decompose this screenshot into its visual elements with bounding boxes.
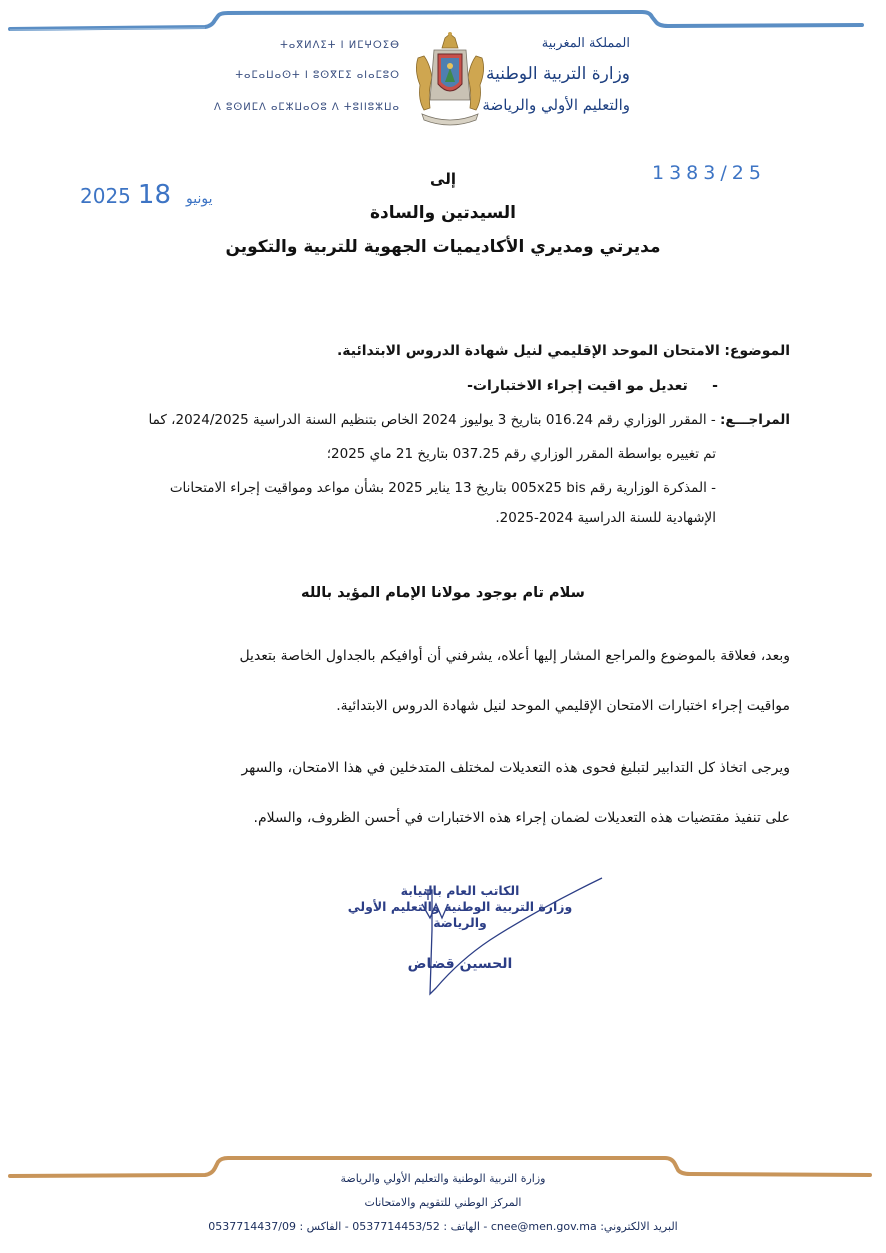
subject-sub-item: - تعديل مو اقيت إجراء الاختبارات- [467,378,718,394]
date-day: 18 [137,180,171,210]
header-kingdom: المملكة المغربية [541,36,630,51]
reference-item-1 [149,412,791,428]
handwritten-signature-icon [380,870,620,1000]
subject [337,343,790,359]
greeting: سلام تام بوجود مولانا الإمام المؤيد بالله [301,585,585,601]
subject-text: الامتحان الموحد الإقليمي لنيل شهادة الدروس الابتدائية. [336,343,720,359]
body-paragraph-2-line1: ويرجى اتخاذ كل التدابير لتبليغ فحوى هذه التعديلات لمختلف المتدخلين في هذا الامتحان، والسهر [241,760,790,776]
addressee-line1: السيدتين والسادة [369,203,517,223]
reference-item-1-line1: - المقرر الوزاري رقم 016.24 بتاريخ 3 يوليوز 2024 الخاص بتنظيم السنة الدراسية 2024/2025، كما [148,412,716,428]
body-paragraph-1-line2: مواقيت إجراء اختبارات الامتحان الإقليمي الموحد لنيل شهادة الدروس الابتدائية. [336,698,790,714]
body-paragraph-2-line2: على تنفيذ مقتضيات هذه التعديلات لضمان إجراء هذه الاختبارات في أحسن الظروف، والسلام. [253,810,790,826]
header-ministry-sub: والتعليم الأولي والرياضة [482,96,630,114]
subject-label: الموضوع: [724,343,790,359]
coat-of-arms-icon [412,30,488,130]
footer-center: المركز الوطني للتقويم والامتحانات [364,1196,522,1209]
header-tifinagh-ministry-sub: ⴷ ⵓⵙⵍⵎⴷ ⴰⵎⵣⵡⴰⵔⵓ ⴷ ⵜⵓⵏⵏⵓⵣⵡⴰ [214,102,400,113]
addressee-to: إلى [430,170,456,188]
signature-name: الحسين قضاض [407,956,513,972]
header-ministry: وزارة التربية الوطنية [485,64,630,84]
references-label: المراجـــع: [720,412,790,428]
signature-title-line3: والرياضة [433,915,487,930]
date-month: يونيو [186,191,213,207]
reference-item-2-line1: - المذكرة الوزارية رقم 005x25 bis بتاريخ 13 يناير 2025 بشأن مواعد ومواقيت إجراء الامتحانات [169,480,716,496]
footer-ministry: وزارة التربية الوطنية والتعليم الأولي والرياضة [340,1172,546,1185]
reference-item-1-line2: تم تغييره بواسطة المقرر الوزاري رقم 037.25 بتاريخ 21 ماي 2025؛ [326,446,716,462]
footer-contact: البريد الالكتروني: cnee@men.gov.ma - الهاتف : 0537714453/52 - الفاكس : 0537714437/09 [208,1220,678,1233]
reference-item-2-line2: الإشهادية للسنة الدراسية 2024-2025. [495,510,716,526]
signature-title-line1: الكاتب العام بالنيابة [400,883,520,898]
reference-number-stamp: 1383/25 [652,162,766,184]
signature-title-line2: وزارة التربية الوطنية والتعليم الأولي [347,899,573,914]
body-paragraph-1-line1: وبعد، فعلاقة بالموضوع والمراجع المشار إليها أعلاه، يشرفني أن أوافيكم بالجداول الخاصة بتعديل [239,648,790,664]
header-tifinagh-kingdom: ⵜⴰⴳⵍⴷⵉⵜ ⵏ ⵍⵎⵖⵔⵉⴱ [280,40,400,51]
date-year: 2025 [80,184,131,208]
header-tifinagh-ministry: ⵜⴰⵎⴰⵡⴰⵙⵜ ⵏ ⵓⵙⴳⵎⵉ ⴰⵏⴰⵎⵓⵔ [235,70,400,81]
addressee-line2: مديرتي ومديري الأكاديميات الجهوية للتربية والتكوين [225,237,661,257]
